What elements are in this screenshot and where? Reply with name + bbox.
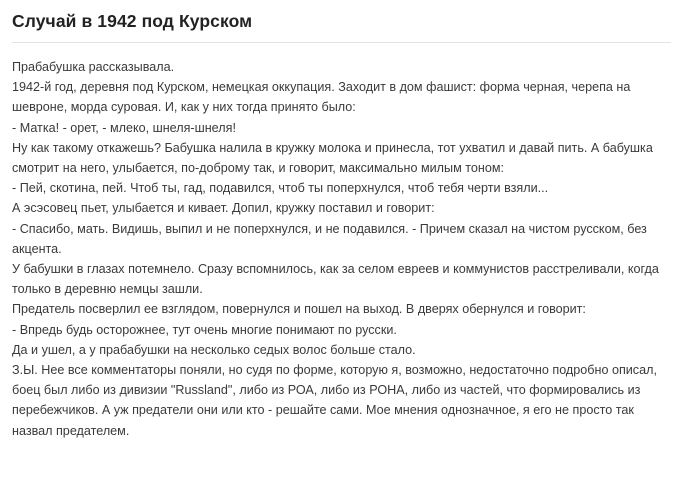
paragraph: - Пей, скотина, пей. Чтоб ты, гад, подавился, чтоб ты поперхнулся, чтоб тебя черти взяли... <box>12 181 549 196</box>
paragraph: Ну как такому откажешь? Бабушка налила в кружку молока и принесла, тот ухватил и давай пить. А бабушка смотрит на него, улыбается, по-доброму так, и говорит, максимально милым тоном: <box>12 140 653 176</box>
paragraph: 1942-й год, деревня под Курском, немецкая оккупация. Заходит в дом фашист: форма черная, черепа на шевроне, морда суровая. И, как у них тогда принято было: <box>12 80 631 115</box>
paragraph: - Спасибо, мать. Видишь, выпил и не поперхнулся, и не подавился. - Причем сказал на чистом русском, без акцента. <box>12 221 647 256</box>
page-title: Случай в 1942 под Курском <box>12 11 253 31</box>
title-divider <box>12 42 671 43</box>
paragraph: Прабабушка рассказывала. <box>12 60 175 74</box>
paragraph: З.Ы. Нее все комментаторы поняли, но судя по форме, которую я, возможно, недостаточно подробно описал, боец был либо из дивизии "Russland", либо из РОА, либо из РОНА, либо из частей, что формировались из перебежчиков. А уж предатели они или кто - решайте сами. Мое мнения однозначное, я его не просто так назвал предателем. <box>12 363 657 438</box>
paragraph: У бабушки в глазах потемнело. Сразу вспомнилось, как за селом евреев и коммунистов расстреливали, когда только в деревню немцы зашли. <box>12 262 659 297</box>
article-body <box>12 57 671 441</box>
paragraph: Предатель посверлил ее взглядом, повернулся и пошел на выход. В дверях обернулся и говорит: <box>12 302 586 317</box>
paragraph: - Впредь будь осторожнее, тут очень многие понимают по русски. <box>12 322 397 337</box>
paragraph: - Матка! - орет, - млеко, шнеля-шнеля! <box>12 120 236 135</box>
paragraph: А эсэсовец пьет, улыбается и кивает. Допил, кружку поставил и говорит: <box>12 201 435 216</box>
paragraph: Да и ушел, а у прабабушки на несколько седых волос больше стало. <box>12 342 416 357</box>
